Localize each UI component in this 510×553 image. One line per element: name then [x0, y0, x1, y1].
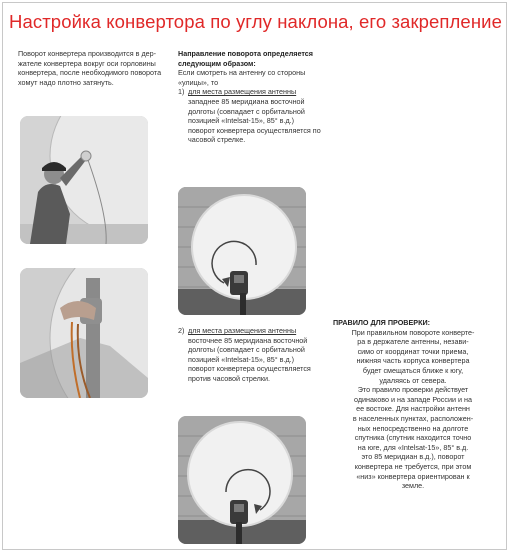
item2-line: поворот конвертера осуществляется — [188, 364, 311, 374]
intro-line: жателе конвертера вокруг оси горловины — [18, 58, 156, 68]
check-line: земле. — [401, 481, 425, 491]
item2-line: против часовой стрелки. — [188, 373, 271, 383]
direction-line: Если смотреть на антенну со стороны — [178, 68, 306, 78]
direction-text — [178, 49, 321, 145]
photo-dish-counterclockwise — [178, 416, 306, 544]
check-line: При правильном повороте конверте- — [351, 327, 475, 337]
item2-line: восточнее 85 меридиана восточной — [188, 335, 308, 345]
item1-line: поворот конвертера осуществляется по — [188, 125, 321, 135]
check-line: спутника (спутник находится точно — [354, 433, 472, 443]
intro-line: конвертера, после необходимого поворота — [18, 68, 162, 78]
check-line: конвертера не требуется, при этом — [354, 461, 472, 471]
check-line: ее востоке. Для настройки антенн — [356, 404, 470, 414]
check-line: нижняя часть корпуса конвертера — [356, 356, 470, 366]
photo-converter-closeup — [20, 268, 148, 398]
item1-line: для места размещения антенны — [188, 87, 297, 97]
check-line: на юге, для «Intelsat-15», 85° в.д. — [357, 442, 469, 452]
item1-line: позицией «Intelsat-15», 85° в.д.) — [188, 116, 295, 126]
item2-line: позицией «Intelsat-15», 85° в.д.) — [188, 354, 295, 364]
check-line: симо от координат точки приема, — [357, 346, 469, 356]
item1-number: 1) — [178, 87, 185, 97]
item1-line: часовой стрелке. — [188, 135, 246, 145]
check-line: Это правило проверки действует — [357, 385, 469, 395]
check-line: это 85 меридиан в.д.), поворот — [361, 452, 465, 462]
intro-line: хомут надо плотно затянуть. — [18, 77, 114, 87]
check-heading: ПРАВИЛО ДЛЯ ПРОВЕРКИ: — [333, 318, 431, 327]
item2-line: долготы (совпадает с орбитальной — [188, 345, 305, 355]
item2-text — [178, 326, 311, 384]
item2-number: 2) — [178, 326, 185, 335]
direction-line: «улицы», то — [178, 77, 219, 87]
intro-line: Поворот конвертера производится в дер- — [18, 49, 157, 58]
check-line: будет смещаться ближе к югу, — [362, 365, 464, 375]
item2-line: для места размещения антенны — [188, 326, 297, 335]
direction-heading: Направление поворота определяется — [178, 49, 313, 58]
direction-heading: следующим образом: — [178, 58, 256, 68]
page-title: Настройка конвертора по углу наклона, его закрепление — [9, 11, 502, 32]
check-line: «низ» конвертера ориентирован к — [356, 471, 470, 481]
check-line: в населенных пунктах, расположен- — [352, 413, 474, 423]
check-line: удаляясь от севера. — [379, 375, 447, 385]
check-rule-text — [333, 318, 493, 491]
item1-line: долготы (совпадает с орбитальной — [188, 106, 305, 116]
check-line: ра в держателе антенны, незави- — [357, 337, 469, 347]
photo-dish-clockwise — [178, 187, 306, 315]
check-line: ных непосредственно на долготе — [357, 423, 469, 433]
document-page — [2, 2, 507, 550]
item1-line: западнее 85 меридиана восточной — [188, 96, 305, 106]
photo-man-adjusting-converter — [20, 116, 148, 244]
check-line: одинаково и на западе России и на — [354, 394, 472, 404]
intro-text — [18, 49, 161, 87]
